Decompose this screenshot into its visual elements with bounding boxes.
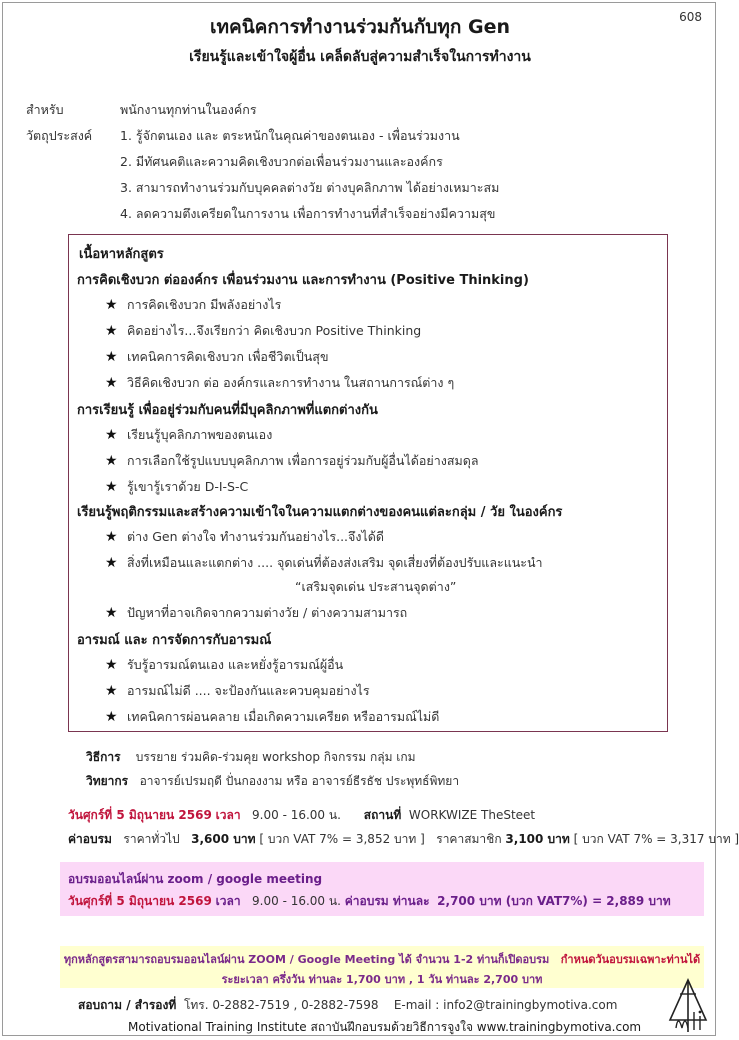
section-heading: การเรียนรู้ เพื่ออยู่ร่วมกับคนที่มีบุคลิกภาพที่แตกต่างกัน: [77, 403, 378, 418]
notice-line-2: ระยะเวลา ครึ่งวัน ท่านละ 1,700 บาท , 1 วัน ท่านละ 2,700 บาท: [221, 973, 543, 986]
content-item: ★ เทคนิคการผ่อนคลาย เมื่อเกิดความเครียด หรืออารมณ์ไม่ดี: [105, 709, 440, 725]
content-item: ★ อารมณ์ไม่ดี .... จะป้องกันและควบคุมอย่างไร: [105, 683, 370, 699]
general-fee-label: ราคาทั่วไป: [123, 832, 180, 846]
objective-item: 1. รู้จักตนเอง และ ตระหนักในคุณค่าของตนเอง - เพื่อนร่วมงาน: [120, 128, 460, 143]
schedule-time-label: เวลา: [215, 808, 241, 822]
star-icon: ★: [105, 479, 118, 495]
star-icon: ★: [105, 453, 118, 469]
notice-text: ทุกหลักสูตรสามารถอบรมออนไลน์ผ่าน ZOOM / Google Meeting ได้ จำนวน 1-2 ท่านก็เปิดอบรม: [63, 953, 550, 966]
online-title: อบรมออนไลน์ผ่าน zoom / google meeting: [68, 872, 323, 886]
contact-phone: โทร. 0-2882-7519 , 0-2882-7598: [183, 998, 379, 1012]
mti-logo-icon: [666, 978, 710, 1034]
star-icon: ★: [105, 657, 118, 673]
section-heading: อารมณ์ และ การจัดการกับอารมณ์: [77, 633, 272, 648]
page-number: 608: [679, 10, 702, 24]
content-item: ★ สิ่งที่เหมือนและแตกต่าง .... จุดเด่นที่ต้องส่งเสริม จุดเสี่ยงที่ต้องปรับและแนะนำ: [105, 555, 543, 571]
star-icon: ★: [105, 323, 118, 339]
content-item: ★ ต่าง Gen ต่างใจ ทำงานร่วมกันอย่างไร...จึงได้ดี: [105, 529, 384, 545]
page-subtitle: เรียนรู้และเข้าใจผู้อื่น เคล็ดลับสู่ความสำเร็จในการทำงาน: [189, 49, 531, 65]
content-item: ★ รู้เขารู้เราด้วย D-I-S-C: [105, 479, 249, 495]
objective-item: 3. สามารถทำงานร่วมกับบุคคลต่างวัย ต่างบุคลิกภาพ ได้อย่างเหมาะสม: [120, 180, 500, 195]
course-content-box: [68, 234, 668, 732]
contact-row: [78, 996, 617, 1015]
content-item: ★ การเลือกใช้รูปแบบบุคลิกภาพ เพื่อการอยู่ร่วมกับผู้อื่นได้อย่างสมดุล: [105, 453, 479, 469]
page-title: เทคนิคการทำงานร่วมกันกับทุก Gen: [209, 16, 511, 38]
schedule-date: วันศุกร์ที่ 5 มิถุนายน 2569: [68, 808, 212, 822]
star-icon: ★: [105, 555, 118, 571]
section-heading: เรียนรู้พฤติกรรมและสร้างความเข้าใจในความแตกต่างของคนแต่ละกลุ่ม / วัย ในองค์กร: [77, 505, 563, 520]
methods-row: [86, 748, 416, 767]
online-training-box: [60, 862, 704, 916]
fee-label: ค่าอบรม: [68, 832, 112, 846]
notice-highlight: กำหนดวันอบรมเฉพาะท่านได้: [560, 953, 701, 966]
online-time-label: เวลา: [215, 894, 241, 908]
online-fee: 2,700 บาท (บวก VAT7%) = 2,889 บาท: [437, 894, 671, 908]
fee-row: [68, 830, 739, 849]
methods-label: วิธีการ: [86, 750, 121, 764]
schedule-row: [68, 806, 535, 825]
star-icon: ★: [105, 529, 118, 545]
content-item: ★ วิธีคิดเชิงบวก ต่อ องค์กรและการทำงาน ในสถานการณ์ต่าง ๆ: [105, 375, 455, 391]
star-icon: ★: [105, 605, 118, 621]
contact-label: สอบถาม / สำรองที่: [78, 998, 177, 1012]
schedule-time: 9.00 - 16.00 น.: [252, 808, 341, 822]
content-item: ★ การคิดเชิงบวก มีพลังอย่างไร: [105, 297, 282, 313]
objectives-label: วัตถุประสงค์: [26, 128, 93, 143]
section-heading: การคิดเชิงบวก ต่อองค์กร เพื่อนร่วมงาน และการทำงาน (Positive Thinking): [77, 273, 529, 288]
objective-item: 4. ลดความตึงเครียดในการงาน เพื่อการทำงานที่สำเร็จอย่างมีความสุข: [120, 206, 496, 221]
star-icon: ★: [105, 683, 118, 699]
venue-value: WORKWIZE TheSteet: [408, 808, 536, 822]
content-item: ★ คิดอย่างไร...จึงเรียกว่า คิดเชิงบวก Positive Thinking: [105, 323, 422, 339]
online-time: 9.00 - 16.00 น.: [252, 894, 341, 908]
content-title: เนื้อหาหลักสูตร: [79, 247, 164, 262]
general-fee-vat: [ บวก VAT 7% = 3,852 บาท ]: [259, 832, 425, 846]
online-notice-box: [60, 946, 704, 988]
online-date: วันศุกร์ที่ 5 มิถุนายน 2569: [68, 894, 212, 908]
member-fee-label: ราคาสมาชิก: [436, 832, 502, 846]
contact-email[interactable]: E-mail : info2@trainingbymotiva.com: [393, 998, 618, 1012]
methods-value: บรรยาย ร่วมคิด-ร่วมคุย workshop กิจกรรม กลุ่ม เกม: [135, 750, 416, 764]
section-quote: “เสริมจุดเด่น ประสานจุดต่าง”: [295, 579, 457, 594]
notice-line-1: [60, 950, 704, 968]
trainer-row: [86, 772, 459, 791]
star-icon: ★: [105, 709, 118, 725]
member-fee: 3,100 บาท: [505, 832, 570, 846]
star-icon: ★: [105, 349, 118, 365]
audience-label: สำหรับ: [26, 102, 64, 117]
content-item: ★ รับรู้อารมณ์ตนเอง และหยั่งรู้อารมณ์ผู้อื่น: [105, 657, 344, 673]
venue-label: สถานที่: [363, 808, 402, 822]
content-item: ★ เรียนรู้บุคลิกภาพของตนเอง: [105, 427, 273, 443]
trainer-label: วิทยากร: [86, 774, 129, 788]
footer-line: Motivational Training Institute สถาบันฝึกอบรมด้วยวิธีการจูงใจ www.trainingbymotiva.com: [128, 1020, 642, 1034]
audience-value: พนักงานทุกท่านในองค์กร: [120, 102, 257, 117]
member-fee-vat: [ บวก VAT 7% = 3,317 บาท ]: [573, 832, 739, 846]
trainer-value: อาจารย์เปรมฤดี ปั่นกองงาม หรือ อาจารย์ธีรธัช ประพุทธ์พิทยา: [139, 774, 460, 788]
star-icon: ★: [105, 427, 118, 443]
content-item: ★ ปัญหาที่อาจเกิดจากความต่างวัย / ต่างความสามารถ: [105, 605, 408, 621]
objective-item: 2. มีทัศนคติและความคิดเชิงบวกต่อเพื่อนร่วมงานและองค์กร: [120, 154, 443, 169]
online-details: [68, 892, 671, 911]
star-icon: ★: [105, 297, 118, 313]
online-fee-label: ค่าอบรม ท่านละ: [344, 894, 430, 908]
content-item: ★ เทคนิคการคิดเชิงบวก เพื่อชีวิตเป็นสุข: [105, 349, 329, 365]
general-fee: 3,600 บาท: [191, 832, 256, 846]
star-icon: ★: [105, 375, 118, 391]
